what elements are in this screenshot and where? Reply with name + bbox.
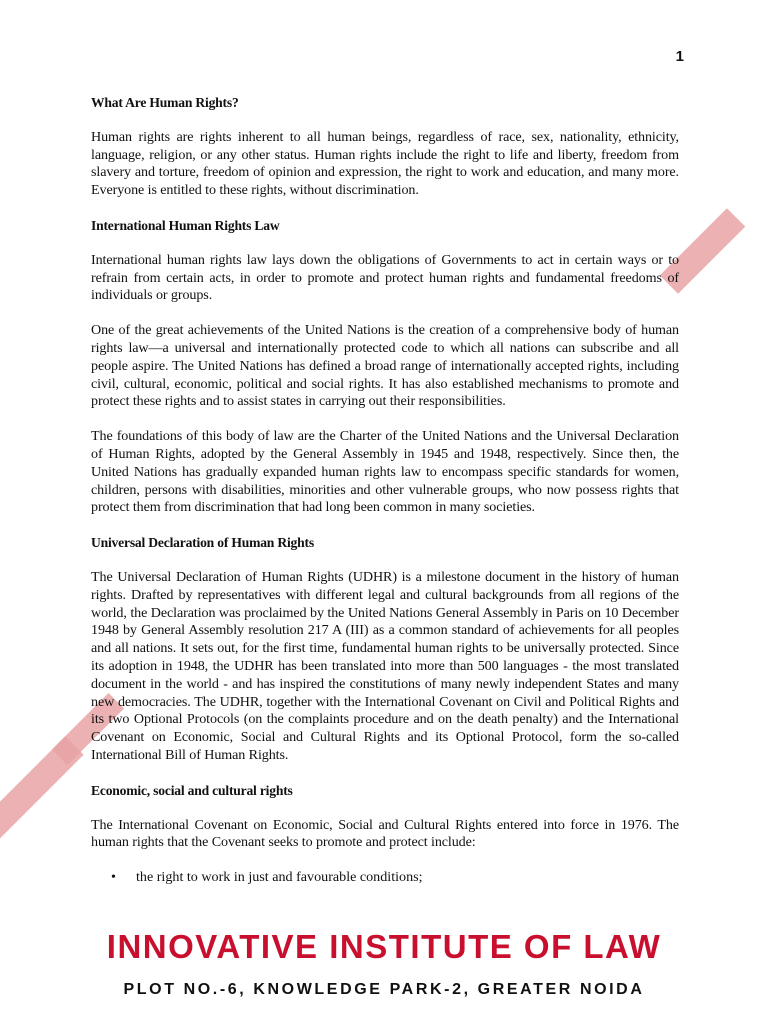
list-item: • the right to work in just and favourable conditions; <box>91 869 679 887</box>
document-body <box>91 94 679 887</box>
section-what-are-human-rights <box>91 94 679 200</box>
section-heading: What Are Human Rights? <box>91 95 239 110</box>
section-heading: International Human Rights Law <box>91 217 280 233</box>
paragraph: Human rights are rights inherent to all human beings, regardless of race, sex, nationality, ethnicity, language, religion, or any other status. Human rights include the right to life and liberty, freedom from slavery and torture, freedom of opinion and expression, the right to work and education, and many more. Everyone is entitled to these rights, without discrimination. <box>91 128 679 199</box>
paragraph: International human rights law lays down the obligations of Governments to act in certain ways or to refrain from certain acts, in order to promote and protect human rights and fundamental freedoms of individuals or groups. <box>91 251 679 304</box>
paragraph: One of the great achievements of the United Nations is the creation of a comprehensive body of human rights law—a universal and internationally protected code to which all nations can subscribe and all people aspire. The United Nations has defined a broad range of internationally accepted rights, including civil, cultural, economic, political and social rights. It has also established mechanisms to promote and protect these rights and to assist states in carrying out their responsibilities. <box>91 322 679 410</box>
section-economic-social-cultural-rights <box>91 782 679 887</box>
section-heading: Economic, social and cultural rights <box>91 782 293 798</box>
paragraph: The Universal Declaration of Human Rights (UDHR) is a milestone document in the history of human rights. Drafted by representatives with different legal and cultural backgrounds from all regions of the world, the Declaration was proclaimed by the United Nations General Assembly in Paris on 10 December 1948 by General Assembly resolution 217 A (III) as a common standard of achievements for all peoples and all nations. It sets out, for the first time, fundamental human rights to be universally protected. Since its adoption in 1948, the UDHR has been translated into more than 500 languages - the most translated document in the world - and has inspired the constitutions of many newly independent States and many new democracies. The UDHR, together with the International Covenant on Civil and Political Rights and its two Optional Protocols (on the complaints procedure and on the death penalty) and the International Covenant on Economic, Social and Cultural Rights and its Optional Protocol, form the so-called International Bill of Human Rights. <box>91 568 679 763</box>
section-international-human-rights-law <box>91 217 679 517</box>
paragraph: The International Covenant on Economic, Social and Cultural Rights entered into force in 1976. The human rights that the Covenant seeks to promote and protect include: <box>91 816 679 851</box>
bullet-list <box>91 869 679 887</box>
section-heading: Universal Declaration of Human Rights <box>91 535 314 551</box>
paragraph: The foundations of this body of law are the Charter of the United Nations and the Universal Declaration of Human Rights, adopted by the General Assembly in 1945 and 1948, respectively. Since then, the United Nations has gradually expanded human rights law to encompass specific standards for women, children, persons with disabilities, minorities and other vulnerable groups, who now possess rights that protect them from discrimination that had long been common in many societies. <box>91 428 679 516</box>
page-number: 1 <box>675 48 684 65</box>
institute-name: INNOVATIVE INSTITUTE OF LAW <box>106 928 662 965</box>
institute-address: PLOT NO.-6, KNOWLEDGE PARK-2, GREATER NOIDA <box>123 981 645 998</box>
section-universal-declaration <box>91 534 679 765</box>
